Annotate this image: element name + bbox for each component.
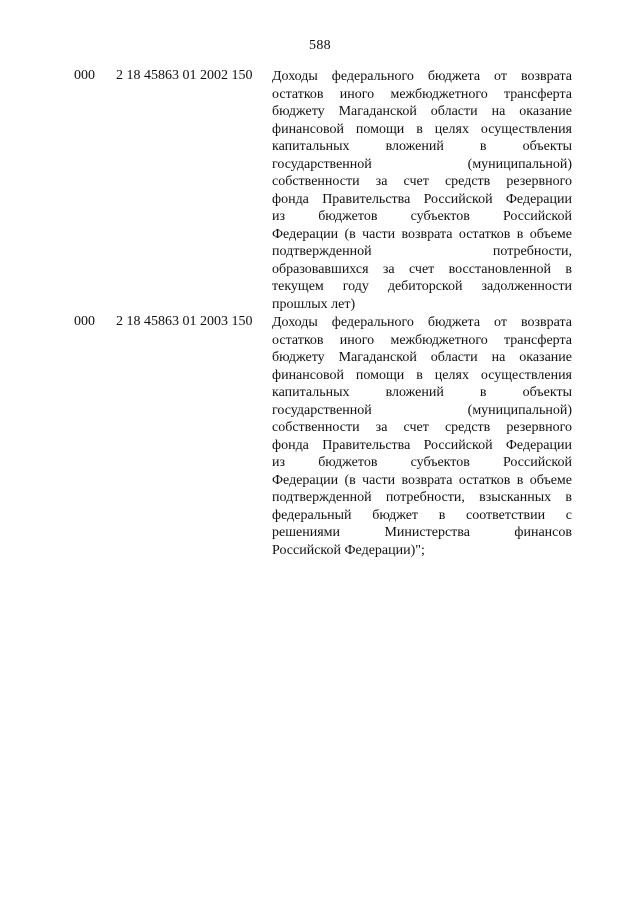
description-line: фонда Правительства Российской Федерации xyxy=(272,437,572,453)
description-line: финансовой помощи в целях осуществления xyxy=(272,367,572,383)
entry-description xyxy=(272,314,572,559)
description-line: Доходы федерального бюджета от возврата xyxy=(272,315,572,330)
description-line: финансовой помощи в целях осуществления xyxy=(272,121,572,137)
description-line: бюджету Магаданской области на оказание xyxy=(272,350,572,365)
page-number: 588 xyxy=(309,38,331,53)
description-line: решениями Министерства финансов xyxy=(272,525,572,540)
description-line: собственности за счет средств резервного xyxy=(272,174,572,189)
description-line: подтвержденной потребности, xyxy=(272,244,572,259)
description-line: государственной (муниципальной) xyxy=(272,156,572,172)
admin-code: 000 xyxy=(74,314,95,329)
description-line: подтвержденной потребности, взысканных в xyxy=(272,490,572,505)
description-line: капитальных вложений в объекты xyxy=(272,385,572,400)
kbk-code: 2 18 45863 01 2003 150 xyxy=(116,314,253,329)
admin-code: 000 xyxy=(74,68,95,83)
description-line: бюджету Магаданской области на оказание xyxy=(272,104,572,119)
entry-description xyxy=(272,68,572,313)
description-line: образовавшихся за счет восстановленной в xyxy=(272,261,572,277)
description-line: Российской Федерации)"; xyxy=(272,542,425,558)
kbk-code: 2 18 45863 01 2002 150 xyxy=(116,68,253,83)
description-line: из бюджетов субъектов Российской xyxy=(272,455,572,470)
description-line: прошлых лет) xyxy=(272,296,356,312)
description-line: остатков иного межбюджетного трансферта xyxy=(272,332,572,348)
description-line: Доходы федерального бюджета от возврата xyxy=(272,69,572,84)
description-line: Федерации (в части возврата остатков в объеме xyxy=(272,226,572,242)
description-line: федеральный бюджет в соответствии с xyxy=(272,507,572,523)
description-line: фонда Правительства Российской Федерации xyxy=(272,191,572,207)
description-line: собственности за счет средств резервного xyxy=(272,420,572,435)
description-line: остатков иного межбюджетного трансферта xyxy=(272,86,572,102)
description-line: государственной (муниципальной) xyxy=(272,402,572,418)
description-line: из бюджетов субъектов Российской xyxy=(272,209,572,224)
description-line: Федерации (в части возврата остатков в объеме xyxy=(272,472,572,488)
description-line: текущем году дебиторской задолженности xyxy=(272,279,572,294)
description-line: капитальных вложений в объекты xyxy=(272,139,572,154)
